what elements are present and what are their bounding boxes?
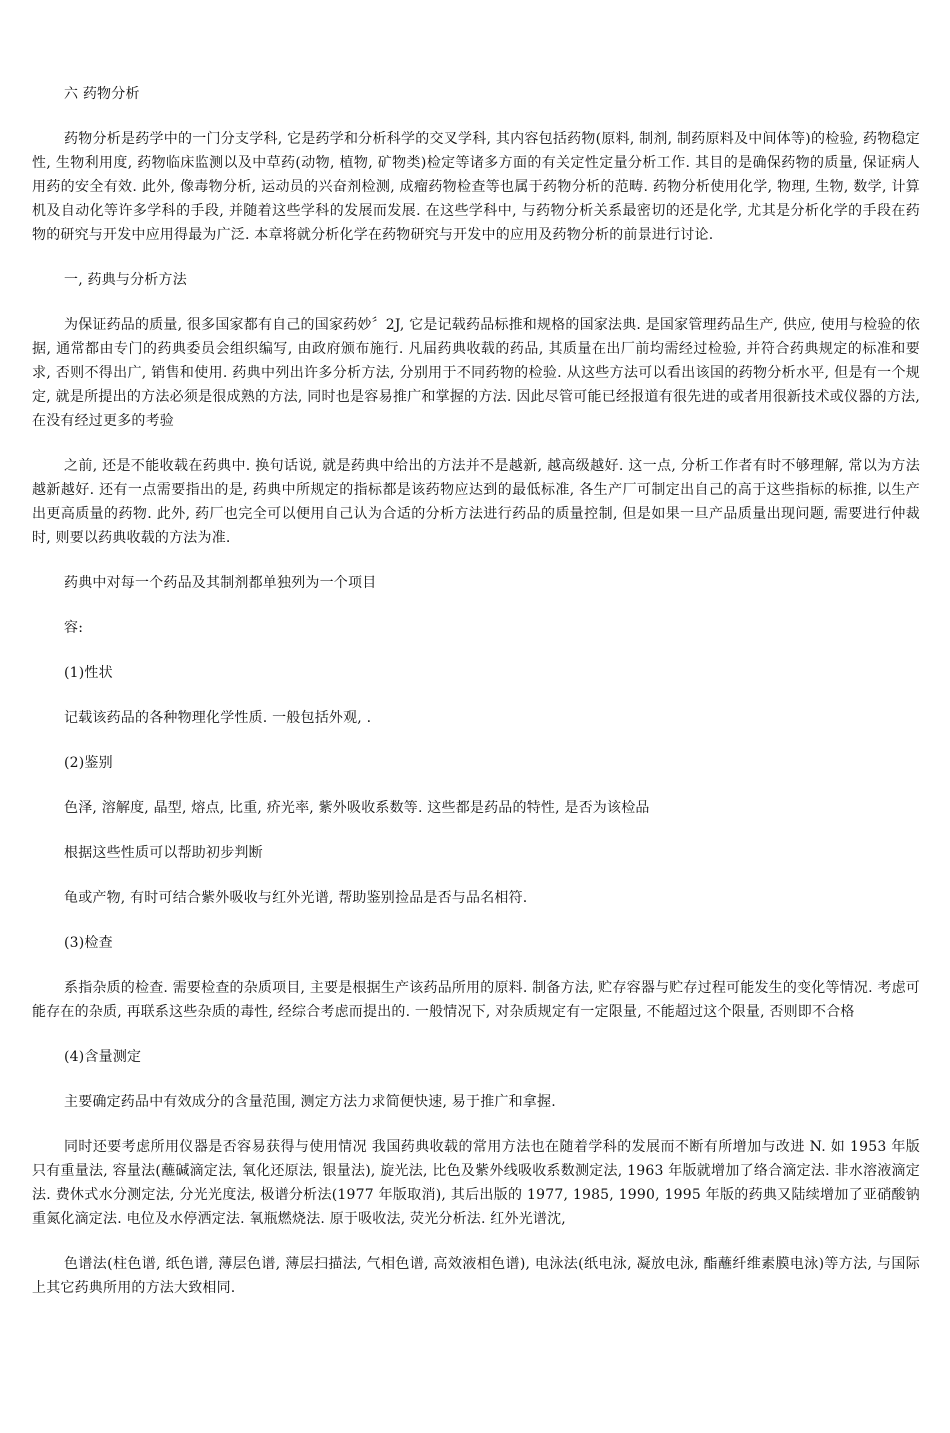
item-heading-identification: (2)鉴别 bbox=[64, 755, 113, 771]
item-heading-properties: (1)性状 bbox=[64, 665, 113, 681]
paragraph-methods-history: 同时还要考虑所用仪器是否容易获得与使用情况 我国药典收载的常用方法也在随着学科的发展而不断有所增加与改进 N. 如 1953 年版只有重量法, 容量法(蘸碱滴定法, 氧化还原法, 银量法), 旋光法, 比色及紫外线吸收系数测定法, 1963 年版就增加了络合滴定法. 非水溶液滴定法. 费休式水分测定法, 分光光度法, 极谱分析法(1977 年版取消), 其后出版的 1977, 1985, 1990, 1995 年版的药典又陆续增加了亚硝酸钠重氮化滴定法. 电位及水停洒定法. 氧瓶燃烧法. 原于吸收法, 荧光分析法. 红外光谱沈, bbox=[32, 1139, 920, 1227]
paragraph-properties: 记载该药品的各种物理化学性质. 一般包括外观, . bbox=[64, 710, 372, 726]
paragraph-before-inclusion: 之前, 还是不能收载在药典中. 换句话说, 就是药典中给出的方法并不是越新, 越高级越好. 这一点, 分析工作者有时不够理解, 常以为方法越新越好. 还有一点需要指出的是, 药典中所规定的指标都是该药物应达到的最低标准, 各生产厂可制定出自己的高于这些指标的标推, 以生产出更高质量的药物. 此外, 药厂也完全可以便用自己认为合适的分析方法进行药品的质量控制, 但是如果一旦产品质量出现问题, 需要进行仲裁时, 则要以药典收载的方法为准. bbox=[32, 458, 920, 546]
item-heading-inspection: (3)检查 bbox=[64, 935, 113, 951]
section-title: 六 药物分析 bbox=[64, 86, 140, 102]
paragraph-chromatography: 色谱法(柱色谱, 纸色谱, 薄层色谱, 薄层扫描法, 气相色谱, 高效液相色谱), 电泳法(纸电泳, 凝放电泳, 酯蘸纤维素膜电泳)等方法, 与国际上其它药典所用的方法大致相同. bbox=[32, 1256, 920, 1296]
paragraph-assay: 主要确定药品中有效成分的含量范围, 测定方法力求简便快速, 易于推广和拿握. bbox=[64, 1094, 556, 1110]
paragraph-pharmacopoeia: 为保证药品的质量, 很多国家都有自己的国家药妙〞2J, 它是记载药品标推和规格的国家法典. 是国家管理药品生产, 供应, 使用与检验的依据, 通常都由专门的药典委员会组织编写, 由政府颁布施行. 凡届药典收载的药品, 其质量在出厂前均需经过检验, 并符合药典规定的标准和要求, 否则不得出广, 销售和使用. 药典中列出许多分析方法, 分别用于不同药物的检验. 从这些方法可以看出该国的药物分析水平, 但是有一个规定, 就是所提出的方法必须是很成熟的方法, 同时也是容易推广和掌握的方法. 因此尽管可能已经报道有很先进的或者用很新技术或仪器的方法, 在没有经过更多的考验 bbox=[32, 317, 920, 429]
document-page bbox=[32, 82, 920, 1321]
paragraph-inspection: 系指杂质的检查. 需要检查的杂质项目, 主要是根据生产该药品所用的原料. 制备方法, 贮存容器与贮存过程可能发生的变化等情况. 考虑可能存在的杂质, 再联系这些杂质的毒性, 经综合考虑而提出的. 一般情况下, 对杂质规定有一定限量, 不能超过这个限量, 否则即不合格 bbox=[32, 980, 920, 1020]
paragraph-items: 药典中对每一个药品及其制剂都单独列为一个项目 bbox=[64, 575, 377, 591]
paragraph-content-label: 容: bbox=[64, 620, 84, 636]
item-heading-assay: (4)含量测定 bbox=[64, 1049, 142, 1065]
paragraph-identification-3: 龟或产物, 有时可结合紫外吸收与红外光谱, 帮助鉴别捡品是否与品名相符. bbox=[64, 890, 528, 906]
subsection-heading-pharmacopoeia: 一, 药典与分析方法 bbox=[64, 272, 187, 288]
paragraph-identification-1: 色泽, 溶解度, 晶型, 熔点, 比重, 疥光率, 紫外吸收系数等. 这些都是药品的特性, 是否为该检品 bbox=[64, 800, 650, 816]
paragraph-identification-2: 根据这些性质可以帮助初步判断 bbox=[64, 845, 263, 861]
paragraph-intro: 药物分析是药学中的一门分支学科, 它是药学和分析科学的交叉学科, 其内容包括药物(原料, 制剂, 制药原料及中间体等)的检验, 药物稳定性, 生物利用度, 药物临床监测以及中草药(动物, 植物, 矿物类)检定等诸多方面的有关定性定量分析工作. 其目的是确保药物的质量, 保证病人用药的安全有效. 此外, 像毒物分析, 运动员的兴奋剂检测, 成瘤药物检查等也属于药物分析的范畴. 药物分析使用化学, 物理, 生物, 数学, 计算机及自动化等许多学科的手段, 并随着这些学科的发展而发展. 在这些学科中, 与药物分析关系最密切的还是化学, 尤其是分析化学的手段在药物的研究与开发中应用得最为广泛. 本章将就分析化学在药物研究与开发中的应用及药物分析的前景进行讨论. bbox=[32, 131, 920, 243]
